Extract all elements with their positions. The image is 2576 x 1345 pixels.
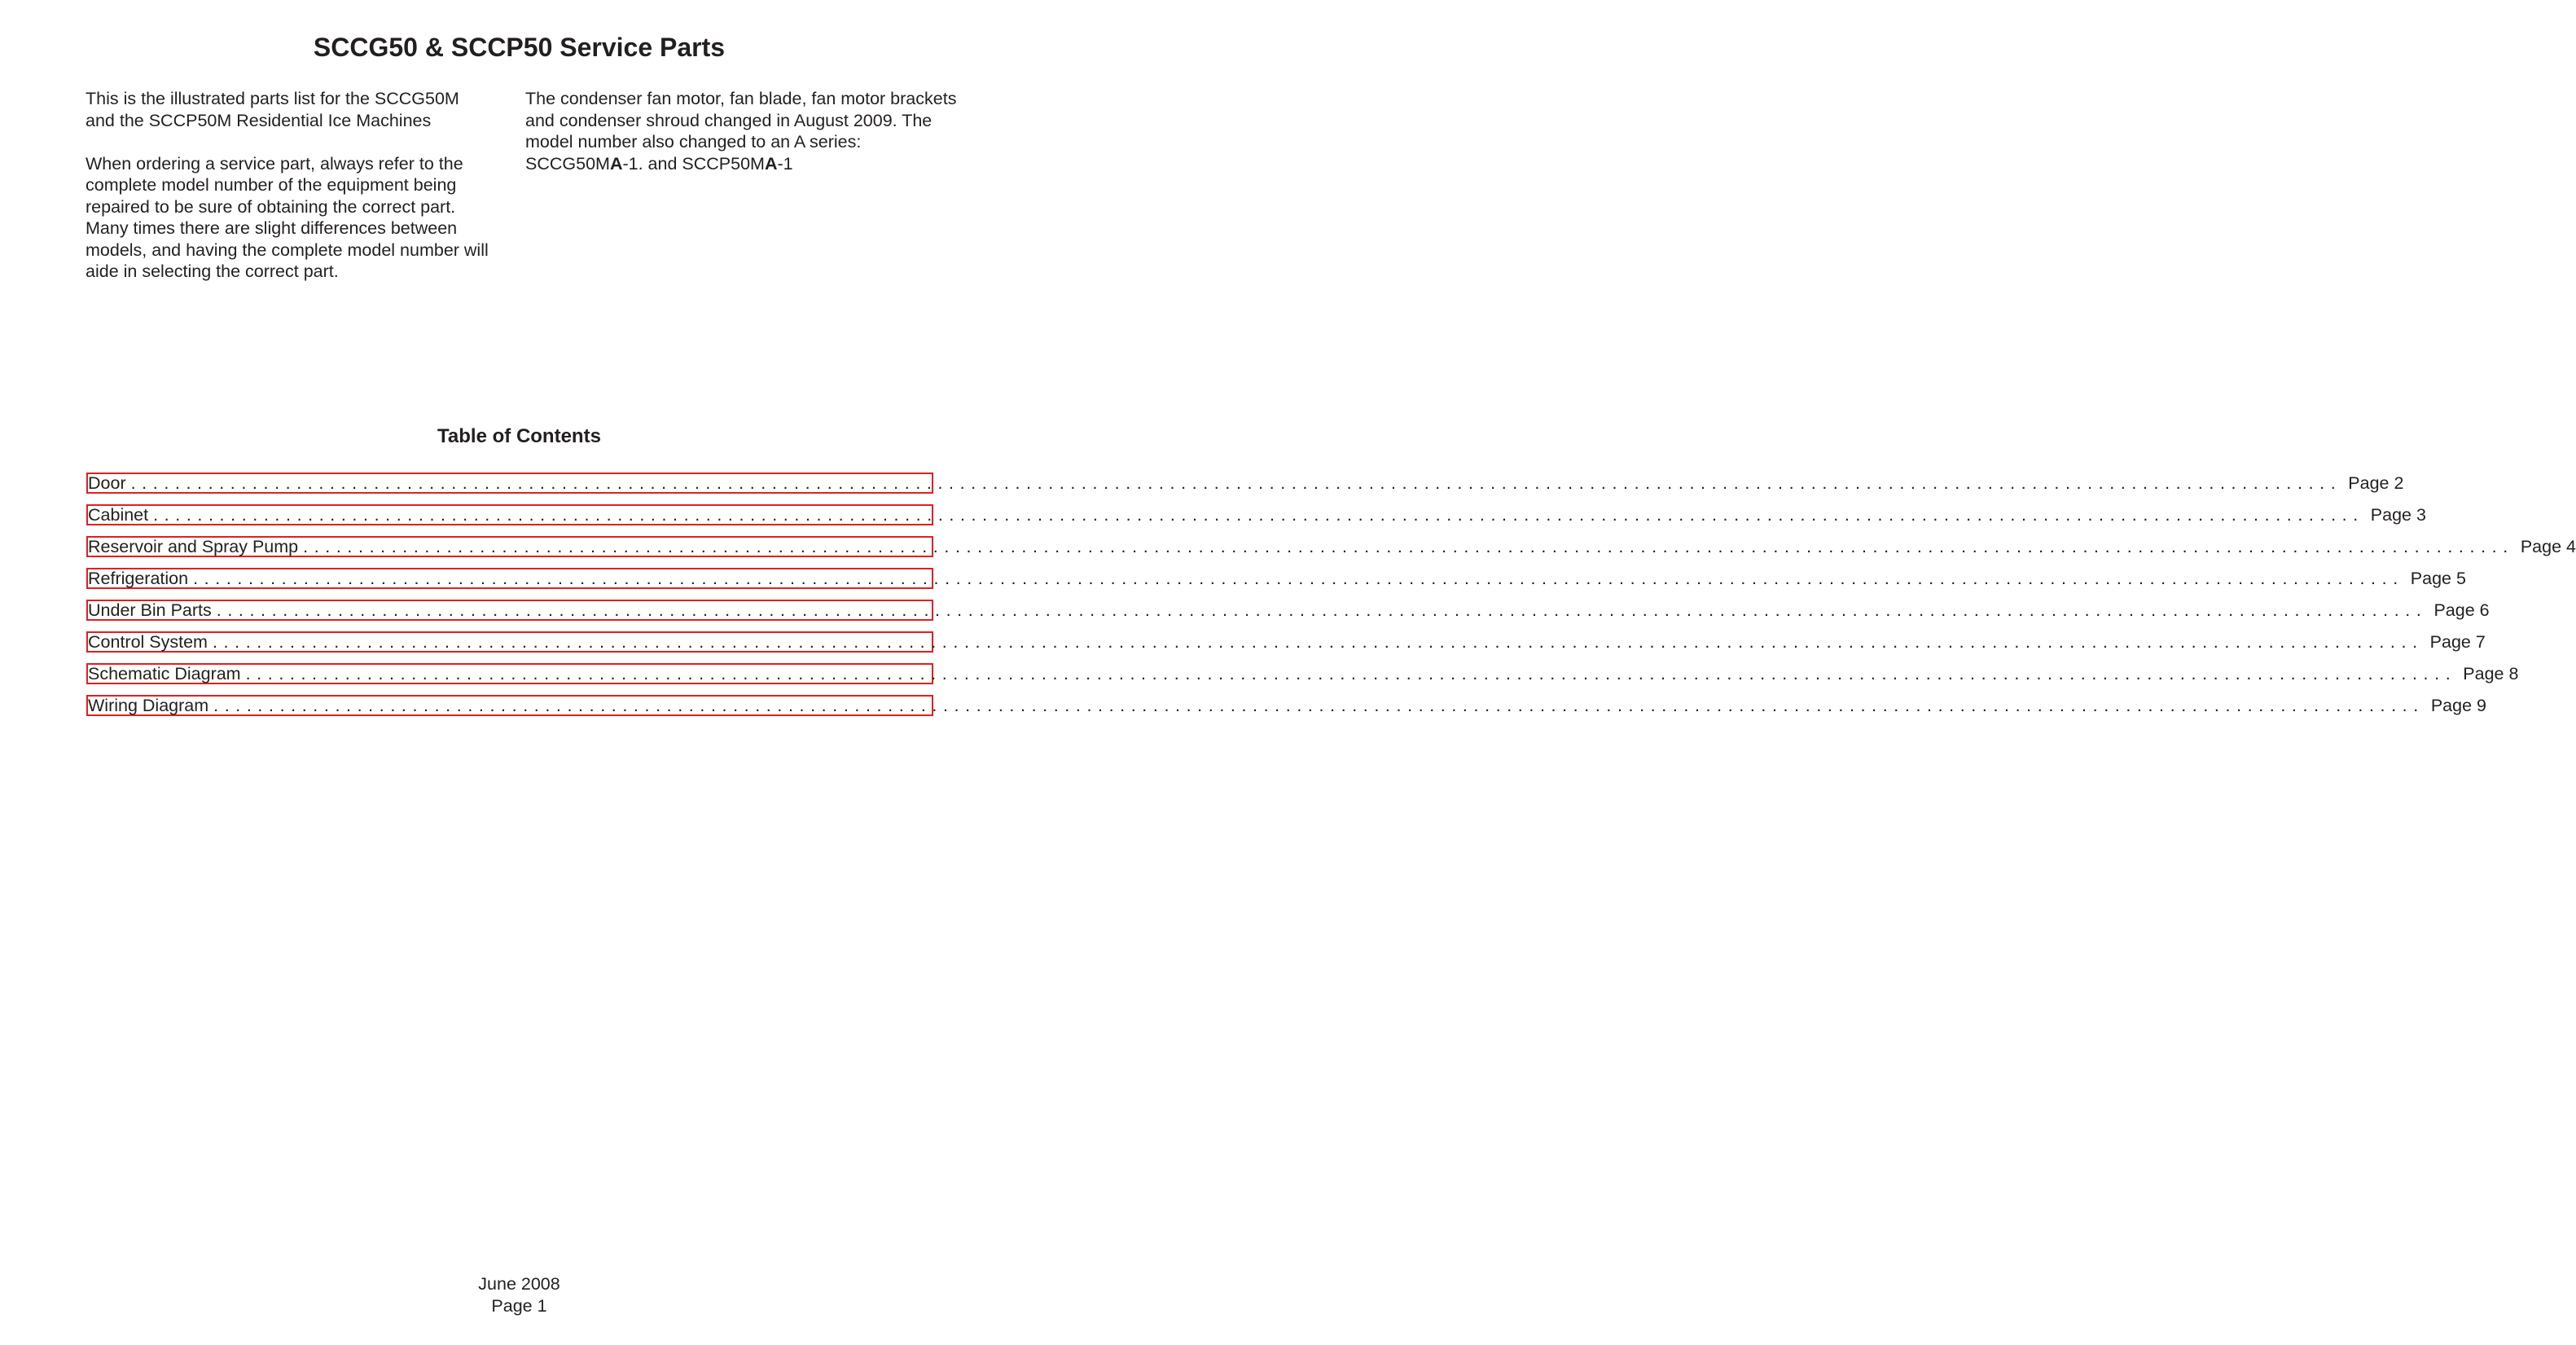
revision-note-text-2: -1. and SCCP50M	[622, 153, 765, 174]
revision-note-text-1: The condenser fan motor, fan blade, fan motor brackets and condenser shroud changed in August 2009. The model number also changed to an A series: SCCG50M	[525, 89, 957, 174]
toc-label: Control System	[88, 632, 208, 652]
revision-note	[525, 88, 957, 174]
intro-left-column	[86, 88, 493, 304]
toc-link-cabinet[interactable]	[86, 504, 2426, 525]
revision-note-text-3: -1	[777, 153, 793, 174]
toc-leader-dots: ........................................................................................................................................................................................................	[153, 505, 2364, 525]
revision-note-bold-2: A	[764, 153, 778, 174]
toc-page-number: Page 9	[2430, 696, 2486, 715]
intro-paragraph-1: This is the illustrated parts list for the SCCG50M and the SCCP50M Residential Ice Machines	[86, 89, 459, 130]
toc-link-wiring-diagram[interactable]	[86, 695, 2486, 716]
toc-label: Refrigeration	[88, 569, 189, 588]
toc-link-door[interactable]	[86, 473, 2404, 494]
toc-leader-dots: ........................................................................................................................................................................................................	[245, 664, 2457, 683]
intro-right-column	[525, 88, 957, 196]
footer-page-number: Page 1	[491, 1296, 547, 1316]
toc-page-number: Page 8	[2463, 664, 2519, 683]
toc-label: Under Bin Parts	[88, 600, 212, 620]
toc-label: Door	[88, 473, 126, 493]
toc-heading: Table of Contents	[437, 425, 601, 447]
page-title: SCCG50 & SCCP50 Service Parts	[313, 33, 726, 62]
toc-link-control-system[interactable]	[86, 631, 2486, 653]
toc-page-number: Page 7	[2429, 632, 2486, 652]
toc-page-number: Page 6	[2433, 600, 2490, 620]
toc-page-number: Page 2	[2348, 473, 2404, 493]
footer-date: June 2008	[478, 1274, 560, 1294]
toc-label: Cabinet	[88, 505, 149, 525]
toc-leader-dots: ........................................................................................................................................................................................................	[212, 632, 2424, 652]
toc-label: Wiring Diagram	[88, 696, 209, 715]
toc-label: Reservoir and Spray Pump	[88, 537, 299, 556]
toc-link-refrigeration[interactable]	[86, 568, 2466, 589]
toc-page-number: Page 5	[2410, 569, 2466, 588]
toc-link-schematic-diagram[interactable]	[86, 663, 2519, 684]
toc-page-number: Page 4	[2520, 537, 2576, 556]
page-footer	[0, 1273, 1038, 1317]
toc-link-reservoir-and-spray-pump[interactable]	[86, 536, 2576, 557]
toc-label: Schematic Diagram	[88, 664, 241, 683]
toc-leader-dots: ........................................................................................................................................................................................................	[193, 569, 2404, 588]
table-of-contents	[86, 473, 2576, 727]
toc-leader-dots: ........................................................................................................................................................................................................	[130, 473, 2342, 493]
toc-leader-dots: ........................................................................................................................................................................................................	[303, 537, 2514, 556]
toc-leader-dots: ........................................................................................................................................................................................................	[216, 600, 2428, 620]
toc-leader-dots: ........................................................................................................................................................................................................	[213, 696, 2425, 715]
intro-paragraph-2: When ordering a service part, always refer to the complete model number of the equipment being repaired to be sure of obtaining the correct part. Many times there are slight differences between models, and having the complete model number will aide in selecting the correct part.	[86, 153, 489, 281]
revision-note-bold-1: A	[609, 153, 623, 174]
toc-page-number: Page 3	[2370, 505, 2426, 525]
toc-link-under-bin-parts[interactable]	[86, 600, 2490, 621]
